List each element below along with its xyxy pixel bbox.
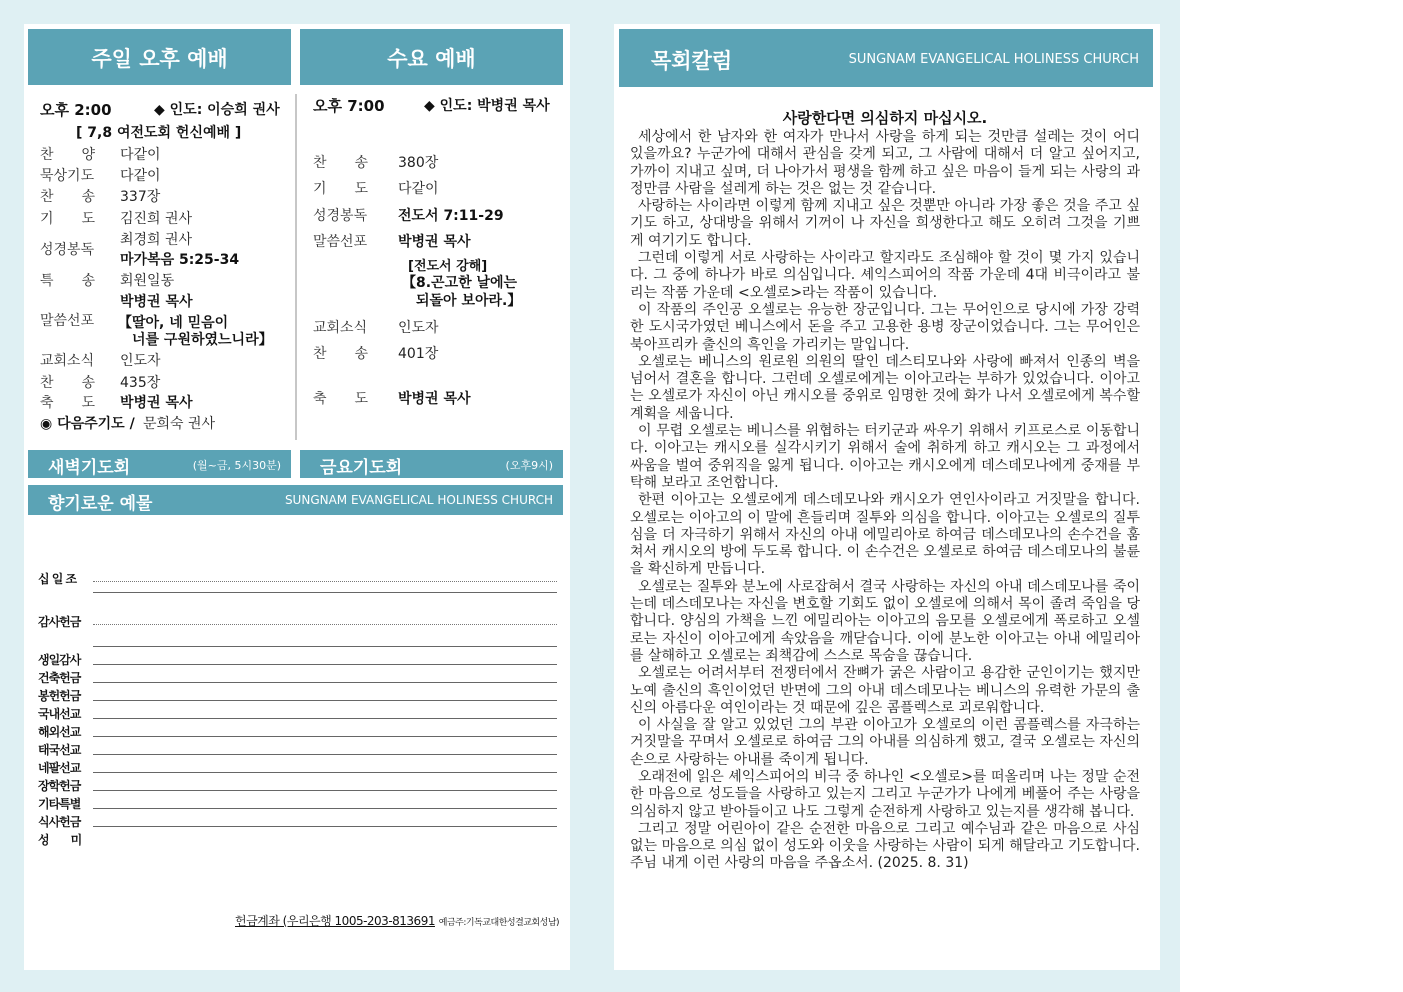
wednesday-row-value: 박병권 목사 xyxy=(398,391,471,407)
column-paragraph: 그리고 정말 어린아이 같은 순전한 마음으로 그리고 예수님과 같은 마음으로 사심 없는 마음으로 의심 없이 성도와 이웃을 사랑하는 사람이 되게 해달라고 기도합니다. 주님 내게 이런 사랑의 마음을 주옵소서. (2025. 8. 31) xyxy=(630,820,1140,872)
friday-prayer-title: 금요기도회 xyxy=(320,458,403,478)
offering-line xyxy=(93,682,557,683)
offering-line xyxy=(93,700,557,701)
column-header-title: 목회칼럼 xyxy=(651,49,733,73)
sunday-row-label: 찬 양 xyxy=(40,147,96,163)
wednesday-service-header xyxy=(300,29,563,85)
sunday-row-label: 말씀선포 xyxy=(40,313,95,329)
column-paragraph: 오셀로는 어려서부터 전쟁터에서 잔뼈가 굵은 사람이고 용감한 군인이기는 했지만 노예 출신의 흑인이었던 반면에 그의 아내 데스데모나는 베니스의 유력한 가문의 출신의 아름다운 여인이라는 것 때문에 깊은 콤플렉스로 괴로워합니다. xyxy=(630,665,1140,716)
column-church-name: SUNGNAM EVANGELICAL HOLINESS CHURCH xyxy=(848,52,1139,67)
offering-item-label: 기타특별 xyxy=(38,797,81,811)
wednesday-scripture: 전도서 7:11-29 xyxy=(398,208,504,224)
offering-item-label: 봉헌헌금 xyxy=(38,689,81,703)
wednesday-sermon-title: 【8.곤고한 날에는 xyxy=(402,275,518,291)
sunday-sermon-title: 너를 구원하였느니라】 xyxy=(118,332,273,348)
sunday-row-value: 인도자 xyxy=(120,353,161,369)
offering-line xyxy=(93,581,557,582)
column-title: 사랑한다면 의심하지 마십시오. xyxy=(782,109,988,127)
next-prayer-label: ◉ 다음주기도 / xyxy=(40,416,135,432)
sunday-row-label: 묵상기도 xyxy=(40,168,95,184)
friday-prayer-time: (오후9시) xyxy=(505,459,553,472)
sunday-row-label: 축 도 xyxy=(40,395,96,411)
dawn-prayer-title: 새벽기도회 xyxy=(48,458,131,478)
offering-line xyxy=(93,664,557,665)
wednesday-row-label: 찬 송 xyxy=(313,346,369,362)
sunday-service-header xyxy=(28,29,291,85)
offering-line xyxy=(93,646,557,647)
offering-account xyxy=(235,912,559,929)
offering-line xyxy=(93,772,557,773)
offering-item-label: 생일감사 xyxy=(38,653,81,667)
wednesday-row-value: 380장 xyxy=(398,155,439,171)
offering-line xyxy=(93,754,557,755)
friday-prayer-bar xyxy=(300,450,563,478)
offering-item-label: 성 미 xyxy=(38,833,82,847)
wednesday-row-value: 인도자 xyxy=(398,320,439,336)
sunday-row-value: 다같이 xyxy=(120,147,161,163)
column-paragraph: 이 사실을 잘 알고 있었던 그의 부관 이아고가 오셀로의 이런 콤플렉스를 자극하는 거짓말을 꾸며서 오셀로로 하여금 그의 아내를 의심하게 했고, 결국 오셀로는 자신의 손으로 사랑하는 아내를 죽이게 됩니다. xyxy=(630,717,1140,768)
column-header xyxy=(619,29,1153,87)
sunday-scripture: 마가복음 5:25-34 xyxy=(120,252,240,268)
offering-item-label: 국내선교 xyxy=(38,707,81,721)
sunday-sermon-title: 【딸아, 네 믿음이 xyxy=(118,315,229,331)
sunday-row-label: 기 도 xyxy=(40,211,96,227)
wednesday-leader: ◆ 인도: 박병권 목사 xyxy=(424,98,550,114)
offering-tithe-label: 십 일 조 xyxy=(38,572,77,586)
offering-item-label: 네팔선교 xyxy=(38,761,81,775)
offering-account-holder: 예금주:기독교대한성결교회성남) xyxy=(438,918,560,928)
wednesday-time: 오후 7:00 xyxy=(313,97,385,115)
wednesday-row-value: 다같이 xyxy=(398,181,439,197)
column-paragraph: 한편 이아고는 오셀로에게 데스데모나와 캐시오가 연인사이라고 거짓말을 합니다. 오셀로는 이아고의 이 말에 흔들리며 질투와 의심을 합니다. 이아고는 오셀로의 질투심을 더 자극하기 위해서 자신의 아내 에밀리아로 하여금 데스데모나의 손수건을 훔쳐서 캐시오의 방에 두도록 합니다. 이 손수건은 오셀로로 하여금 데스데모나의 불륜을 확신하게 만듭니다. xyxy=(630,492,1140,578)
offering-thanks-label: 감사헌금 xyxy=(38,615,81,629)
column-paragraph: 오셀로는 베니스의 원로원 의원의 딸인 데스티모나와 사랑에 빠져서 인종의 벽을 넘어서 결혼을 합니다. 그런데 오셀로에게는 이아고라는 부하가 있었습니다. 이아고는 오셀로가 자신이 아닌 캐시오를 중위로 임명한 것에 화가 나서 오셀로에게 복수할 계획을 세웁니다. xyxy=(630,353,1140,422)
column-divider xyxy=(295,94,297,440)
sunday-row-label: 특 송 xyxy=(40,273,96,289)
column-paragraph: 그런데 이렇게 서로 사랑하는 사이라고 할지라도 조심해야 할 것이 몇 가지 있습니다. 그 중에 하나가 바로 의심입니다. 셰익스피어의 작품 가운데 4대 비극이라고 불리는 작품 가운데 <오셀로>라는 작품이 있습니다. xyxy=(630,250,1140,301)
offering-item-label: 해외선교 xyxy=(38,725,81,739)
sunday-row-value: 435장 xyxy=(120,375,161,391)
column-body xyxy=(630,129,1140,873)
wednesday-row-label: 기 도 xyxy=(313,181,369,197)
wednesday-row-label: 교회소식 xyxy=(313,320,368,336)
offering-line xyxy=(93,718,557,719)
offering-line xyxy=(93,736,557,737)
offering-line xyxy=(93,826,557,827)
sunday-row-label: 성경봉독 xyxy=(40,242,95,258)
sunday-row-label: 찬 송 xyxy=(40,189,96,205)
sunday-row-label: 교회소식 xyxy=(40,353,95,369)
wednesday-row-label: 축 도 xyxy=(313,391,369,407)
offering-item-label: 태국선교 xyxy=(38,743,81,757)
offering-line xyxy=(93,592,557,593)
column-paragraph: 이 무렵 오셀로는 베니스를 위협하는 터키군과 싸우기 위해서 키프로스로 이동합니다. 이아고는 캐시오를 실각시키기 위해서 술에 취하게 하고 캐시오는 그 과정에서 싸움을 벌여 중위직을 잃게 됩니다. 이아고는 캐시오에게 데스데모나에게 중재를 부탁해 보라고 조언합니다. xyxy=(630,423,1140,491)
next-prayer-name: 문희숙 권사 xyxy=(143,416,216,432)
column-paragraph: 이 작품의 주인공 오셀로는 유능한 장군입니다. 그는 무어인으로 당시에 가장 강력한 도시국가였던 베니스에서 돈을 주고 고용한 용병 장군이었습니다. 그는 무어인은 북아프리카 출신의 흑인을 가리키는 말입니다. xyxy=(630,301,1140,353)
wednesday-sermon-series: [전도서 강해] xyxy=(408,259,488,274)
column-paragraph: 세상에서 한 남자와 한 여자가 만나서 사랑을 하게 되는 것만큼 설레는 것이 어디 있을까요? 누군가에 대해서 관심을 갖게 되고, 그 사람에 대해서 더 알고 싶어지고, 가까이 지내고 싶며, 더 나아가서 평생을 함께 하고 싶은 마음이 들게 되는 사랑의 과정만큼 사람을 설레게 하는 것은 없는 것 같습니다. xyxy=(630,129,1140,197)
sunday-row-value: 회원일동 xyxy=(120,273,175,289)
offering-title: 향기로운 예물 xyxy=(48,494,153,514)
column-paragraph: 오래전에 읽은 셰익스피어의 비극 중 하나인 <오셀로>를 떠올리며 나는 정말 순전한 마음으로 성도들을 사랑하고 있는지 그리고 누군가가 나에게 베풀어 주는 사랑을 의심하지 않고 받아들이고 나도 그렇게 순전하게 사랑하고 있는지를 생각해 봅니다. xyxy=(630,768,1140,820)
sunday-row-value: 박병권 목사 xyxy=(120,395,193,411)
wednesday-row-label: 성경봉독 xyxy=(313,208,368,224)
wednesday-row-value: 401장 xyxy=(398,346,439,362)
wednesday-sermon-title: 되돌아 보아라.】 xyxy=(402,293,522,309)
offering-line xyxy=(93,790,557,791)
wednesday-preacher: 박병권 목사 xyxy=(398,234,471,250)
wednesday-row-label: 말씀선포 xyxy=(313,234,368,250)
sunday-row-value: 최경희 권사 xyxy=(120,232,193,248)
sunday-service-title: 주일 오후 예배 xyxy=(91,47,228,71)
sunday-leader: ◆ 인도: 이승희 권사 xyxy=(154,102,280,118)
wednesday-row-label: 찬 송 xyxy=(313,155,369,171)
offering-item-label: 건축헌금 xyxy=(38,671,81,685)
offering-account-number: 헌금계좌 (우리은행 1005-203-813691 xyxy=(235,914,435,928)
offering-line xyxy=(93,624,557,625)
dawn-prayer-bar xyxy=(28,450,291,478)
sunday-special-service: [ 7,8 여전도회 헌신예배 ] xyxy=(76,125,242,141)
sunday-row-value: 다같이 xyxy=(120,168,161,184)
offering-header xyxy=(28,485,563,515)
sunday-row-value: 김진희 권사 xyxy=(120,211,193,227)
offering-line xyxy=(93,808,557,809)
offering-item-label: 장학헌금 xyxy=(38,779,81,793)
sunday-preacher: 박병권 목사 xyxy=(120,294,193,310)
column-paragraph: 사랑하는 사이라면 이렇게 함께 지내고 싶은 것뿐만 아니라 가장 좋은 것을 주고 싶기도 하고, 상대방을 위해서 기꺼이 나 자신을 희생한다고 해도 오히려 그것을 기쁘게 여기기도 합니다. xyxy=(630,198,1140,249)
column-paragraph: 오셀로는 질투와 분노에 사로잡혀서 결국 사랑하는 자신의 아내 데스데모나를 죽이는데 데스데모나는 자신을 변호할 기회도 없이 오셀로에 의해서 목이 졸려 죽임을 당합니다. 양심의 가책을 느낀 에밀리아는 이아고의 음모를 오셀로에게 폭로하고 오셀로는 자신이 이아고에게 속았음을 깨닫습니다. 이에 분노한 이아고는 아내 에밀리아를 살해하고 오셀로는 죄책감에 스스로 목숨을 끊습니다. xyxy=(630,578,1140,664)
sunday-time: 오후 2:00 xyxy=(40,101,112,119)
offering-item-label: 식사헌금 xyxy=(38,815,81,829)
sunday-row-value: 337장 xyxy=(120,189,161,205)
dawn-prayer-time: (월~금, 5시30분) xyxy=(192,459,281,472)
offering-church-name: SUNGNAM EVANGELICAL HOLINESS CHURCH xyxy=(284,493,553,507)
wednesday-service-title: 수요 예배 xyxy=(387,47,476,71)
sunday-row-label: 찬 송 xyxy=(40,375,96,391)
